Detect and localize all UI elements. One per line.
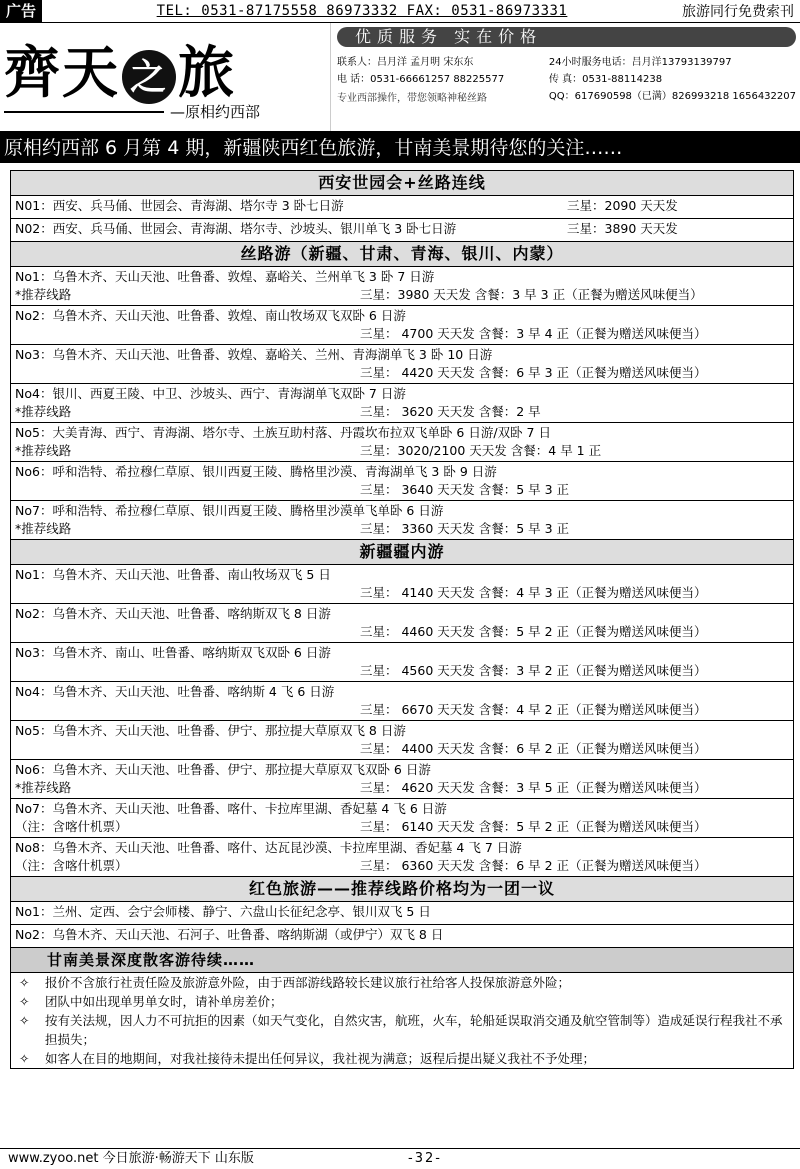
route-name: No6：乌鲁木齐、天山天池、吐鲁番、伊宁、那拉提大草原双飞双卧 6 日游	[15, 762, 431, 777]
route-note	[15, 584, 270, 602]
header	[0, 23, 800, 133]
footer	[0, 1148, 800, 1169]
route-price: 三星： 4560 天天发 含餐：3 早 2 正（正餐为赠送风味便当）	[360, 663, 707, 678]
route-row	[11, 902, 793, 925]
route-name: No3：乌鲁木齐、天山天池、吐鲁番、敦煌、嘉峪关、兰州、青海湖单飞 3 卧 10 日游	[15, 347, 493, 362]
note-text: 按有关法规，因人力不可抗拒的因素（如天气变化，自然灾害，航班，火车，轮船延误取消交通及航空管制等）造成延误行程我社不承担损失；	[45, 1013, 783, 1047]
route-price: 三星： 6360 天天发 含餐：6 早 2 正（正餐为赠送风味便当）	[360, 858, 707, 873]
contact-phone: 电 话：0531-66661257 88225577	[337, 74, 505, 85]
route-name: No1：乌鲁木齐、天山天池、吐鲁番、敦煌、嘉峪关、兰州单飞 3 卧 7 日游	[15, 269, 435, 284]
route-row	[11, 423, 793, 462]
diamond-bullet-icon: ✧	[19, 975, 30, 990]
route-row	[11, 462, 793, 501]
diamond-bullet-icon: ✧	[19, 1013, 30, 1028]
brand-logo	[0, 23, 331, 131]
route-row	[11, 345, 793, 384]
section-title-silk-road: 丝路游（新疆、甘肃、青海、银川、内蒙）	[11, 242, 793, 267]
page-number: -32-	[408, 1151, 442, 1166]
logo-part-a: 齊天	[4, 40, 120, 106]
route-name: No7：呼和浩特、希拉穆仁草原、银川西夏王陵、腾格里沙漠单飞单卧 6 日游	[15, 503, 444, 518]
route-price: 三星：3980 天天发 含餐：3 早 3 正（正餐为赠送风味便当）	[360, 287, 703, 302]
section-title-xian-expo: 西安世园会+丝路连线	[11, 171, 793, 196]
route-price: 三星：3890 天天发	[567, 221, 678, 236]
route-row	[11, 721, 793, 760]
route-price: 三星： 3360 天天发 含餐：5 早 3 正	[360, 521, 570, 536]
route-name: No5：乌鲁木齐、天山天池、吐鲁番、伊宁、那拉提大草原双飞 8 日游	[15, 723, 406, 738]
note-item	[11, 1011, 793, 1049]
note-item	[11, 992, 793, 1011]
logo-wordmark	[4, 29, 236, 109]
route-price: 三星： 3620 天天发 含餐：2 早	[360, 404, 541, 419]
route-row	[11, 604, 793, 643]
route-price: 三星： 4700 天天发 含餐：3 早 4 正（正餐为赠送风味便当）	[360, 326, 707, 341]
route-name: No2：乌鲁木齐、天山天池、石河子、吐鲁番、喀纳斯湖（或伊宁）双飞 8 日	[15, 927, 444, 942]
ad-tag: 广告	[0, 0, 42, 22]
section-title-red-tourism: 红色旅游——推荐线路价格均为一团一议	[11, 877, 793, 902]
footer-site: www.zyoo.net 今日旅游·畅游天下 山东版	[8, 1151, 254, 1166]
route-price: 三星：2090 天天发	[567, 198, 678, 213]
logo-part-b: 旅	[178, 40, 236, 106]
route-name: No4：乌鲁木齐、天山天池、吐鲁番、喀纳斯 4 飞 6 日游	[15, 684, 335, 699]
route-price: 三星：3020/2100 天天发 含餐：4 早 1 正	[360, 443, 602, 458]
notes-list	[11, 973, 793, 1068]
contact-fax: 传 真：0531-88114238	[548, 74, 663, 85]
route-name: No3：乌鲁木齐、南山、吐鲁番、喀纳斯双飞双卧 6 日游	[15, 645, 331, 660]
route-note	[15, 740, 270, 758]
route-note	[15, 364, 270, 382]
route-listing	[10, 170, 794, 1069]
section-title-xinjiang: 新疆疆内游	[11, 540, 793, 565]
route-price: 三星： 4400 天天发 含餐：6 早 2 正（正餐为赠送风味便当）	[360, 741, 707, 756]
route-name: No8：乌鲁木齐、天山天池、吐鲁番、喀什、达瓦昆沙漠、卡拉库里湖、香妃墓 4 飞 7 日游	[15, 840, 522, 855]
logo-underline	[4, 111, 164, 113]
route-note	[15, 481, 270, 499]
contact-grid	[337, 53, 796, 104]
route-price: 三星： 4420 天天发 含餐：6 早 3 正（正餐为赠送风味便当）	[360, 365, 707, 380]
route-price: 三星： 6670 天天发 含餐：4 早 2 正（正餐为赠送风味便当）	[360, 702, 707, 717]
route-row	[11, 799, 793, 838]
route-price: 三星： 4620 天天发 含餐：3 早 5 正（正餐为赠送风味便当）	[360, 780, 707, 795]
headline-banner: 原相约西部 6 月第 4 期，新疆陕西红色旅游，甘南美景期待您的关注……	[0, 133, 800, 163]
route-name: No5：大美青海、西宁、青海湖、塔尔寺、土族互助村落、丹霞坎布拉双飞单卧 6 日游/双卧 7 日	[15, 425, 551, 440]
note-text: 如客人在目的地期间，对我社接待未提出任何异议，我社视为满意；返程后提出疑义我社不予处理；	[45, 1051, 596, 1066]
top-bar	[0, 0, 800, 23]
route-row	[11, 267, 793, 306]
route-row	[11, 760, 793, 799]
slogan-bar: 优质服务 实在价格	[337, 27, 796, 47]
note-text: 报价不含旅行社责任险及旅游意外险，由于西部游线路较长建议旅行社给客人投保旅游意外险；	[45, 975, 571, 990]
route-name: No7：乌鲁木齐、天山天池、吐鲁番、喀什、卡拉库里湖、香妃墓 4 飞 6 日游	[15, 801, 447, 816]
route-note	[15, 662, 270, 680]
route-note: *推荐线路	[15, 780, 72, 795]
route-name: No1：兰州、定西、会宁会师楼、静宁、六盘山长征纪念亭、银川双飞 5 日	[15, 904, 431, 919]
route-row	[11, 384, 793, 423]
route-row	[11, 196, 793, 219]
route-price: 三星： 3640 天天发 含餐：5 早 3 正	[360, 482, 570, 497]
contact-people: 联系人：吕月洋 孟月明 宋东东	[337, 57, 474, 68]
route-name: No4：银川、西夏王陵、中卫、沙坡头、西宁、青海湖单飞双卧 7 日游	[15, 386, 406, 401]
route-note: （注：含喀什机票）	[15, 819, 128, 834]
route-note: *推荐线路	[15, 443, 72, 458]
route-note	[15, 623, 270, 641]
route-row	[11, 838, 793, 877]
route-row	[11, 565, 793, 604]
route-note: （注：含喀什机票）	[15, 858, 128, 873]
route-name: N02：西安、兵马俑、世园会、青海湖、塔尔寺、沙坡头、银川单飞 3 卧七日游	[15, 221, 457, 236]
route-row	[11, 682, 793, 721]
top-contact-numbers: TEL: 0531-87175558 86973332 FAX: 0531-86973331	[156, 3, 568, 19]
note-text: 团队中如出现单男单女时，请补单房差价；	[45, 994, 283, 1009]
logo-zhi-circle: 之	[122, 50, 176, 104]
diamond-bullet-icon: ✧	[19, 1051, 30, 1066]
note-item	[11, 1049, 793, 1068]
route-note: *推荐线路	[15, 404, 72, 419]
free-catalog-note: 旅游同行免费索刊	[682, 4, 794, 20]
header-contacts	[331, 23, 800, 131]
route-row	[11, 925, 793, 948]
route-note: *推荐线路	[15, 287, 72, 302]
route-name: No2：乌鲁木齐、天山天池、吐鲁番、喀纳斯双飞 8 日游	[15, 606, 331, 621]
note-item	[11, 973, 793, 992]
route-name: N01：西安、兵马俑、世园会、青海湖、塔尔寺 3 卧七日游	[15, 198, 344, 213]
section-title-gannan: 甘南美景深度散客游待续……	[11, 948, 793, 973]
route-price: 三星： 4140 天天发 含餐：4 早 3 正（正餐为赠送风味便当）	[360, 585, 707, 600]
route-row	[11, 643, 793, 682]
route-note	[15, 701, 270, 719]
contact-specialty: 专业西部操作，带您领略神秘丝路	[337, 93, 487, 104]
contact-qq: QQ：617690598（已满）826993218 1656432207	[548, 91, 796, 102]
route-row	[11, 501, 793, 540]
logo-subtitle: —原相约西部	[170, 103, 261, 121]
route-row	[11, 306, 793, 345]
route-name: No2：乌鲁木齐、天山天池、吐鲁番、敦煌、南山牧场双飞双卧 6 日游	[15, 308, 406, 323]
route-price: 三星： 4460 天天发 含餐：5 早 2 正（正餐为赠送风味便当）	[360, 624, 707, 639]
route-price: 三星： 6140 天天发 含餐：5 早 2 正（正餐为赠送风味便当）	[360, 819, 707, 834]
route-note	[15, 325, 270, 343]
route-name: No1：乌鲁木齐、天山天池、吐鲁番、南山牧场双飞 5 日	[15, 567, 331, 582]
contact-24h-phone: 24小时服务电话：吕月洋13793139797	[548, 57, 732, 68]
route-note: *推荐线路	[15, 521, 72, 536]
route-name: No6：呼和浩特、希拉穆仁草原、银川西夏王陵、腾格里沙漠、青海湖单飞 3 卧 9 日游	[15, 464, 497, 479]
diamond-bullet-icon: ✧	[19, 994, 30, 1009]
route-row	[11, 219, 793, 242]
